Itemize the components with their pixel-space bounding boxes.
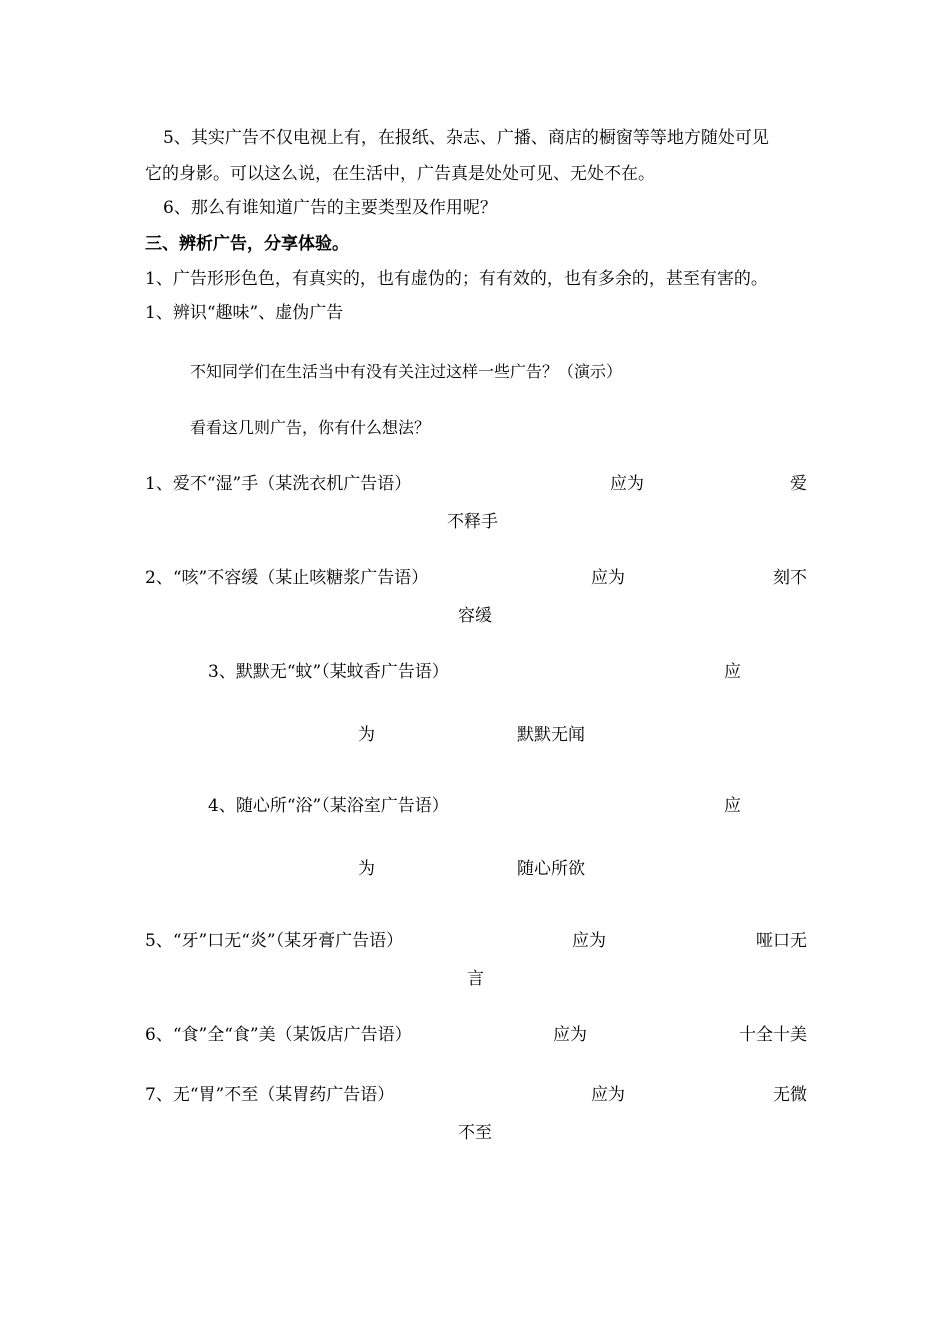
ad-7-correct-a: 无微 bbox=[773, 1085, 807, 1105]
ad-3-should-be-a: 应 bbox=[724, 662, 741, 682]
ad-3-correct: 默默无闻 bbox=[517, 725, 585, 745]
ad-4-phrase: 4、随心所“浴”（某浴室广告语） bbox=[208, 796, 449, 816]
ad-1-correct-b: 不释手 bbox=[447, 512, 498, 532]
ad-2-should-be: 应为 bbox=[591, 568, 625, 588]
section-heading: 三、辨析广告，分享体验。 bbox=[145, 234, 349, 254]
ad-5-phrase: 5、“牙”口无“炎”（某牙膏广告语） bbox=[145, 931, 404, 951]
ad-3-phrase: 3、默默无“蚊”（某蚊香广告语） bbox=[208, 662, 449, 682]
ad-3-should-be-b: 为 bbox=[358, 725, 375, 745]
ad-2-phrase: 2、“咳”不容缓（某止咳糖浆广告语） bbox=[145, 568, 429, 588]
ad-7-correct-b: 不至 bbox=[458, 1123, 492, 1143]
ad-7-should-be: 应为 bbox=[591, 1085, 625, 1105]
ad-5-should-be: 应为 bbox=[572, 931, 606, 951]
ad-2-correct-b: 容缓 bbox=[458, 606, 492, 626]
paragraph-5-line-2: 它的身影。可以这么说，在生活中，广告真是处处可见、无处不在。 bbox=[145, 164, 655, 184]
ad-4-should-be-b: 为 bbox=[358, 859, 375, 879]
ad-4-should-be-a: 应 bbox=[724, 796, 741, 816]
sub-heading: 1、辨识“趣味”、虚伪广告 bbox=[145, 303, 344, 323]
paragraph-5-line-1: 5、其实广告不仅电视上有，在报纸、杂志、广播、商店的橱窗等等地方随处可见 bbox=[163, 128, 769, 148]
ad-6-correct: 十全十美 bbox=[739, 1025, 807, 1045]
ad-1-correct-a: 爱 bbox=[790, 474, 807, 494]
ad-5-correct-b: 言 bbox=[467, 969, 484, 989]
question-2: 看看这几则广告，你有什么想法？ bbox=[190, 418, 431, 437]
ad-6-phrase: 6、“食”全“食”美（某饭店广告语） bbox=[145, 1025, 412, 1045]
section-intro: 1、广告形形色色，有真实的，也有虚伪的；有有效的，也有多余的，甚至有害的。 bbox=[145, 269, 768, 289]
question-1: 不知同学们在生活当中有没有关注过这样一些广告？（演示） bbox=[190, 362, 623, 381]
ad-6-should-be: 应为 bbox=[553, 1025, 587, 1045]
paragraph-6: 6、那么有谁知道广告的主要类型及作用呢？ bbox=[163, 198, 497, 218]
ad-7-phrase: 7、无“胃”不至（某胃药广告语） bbox=[145, 1085, 395, 1105]
ad-1-phrase: 1、爱不“湿”手（某洗衣机广告语） bbox=[145, 474, 412, 494]
ad-4-correct: 随心所欲 bbox=[517, 859, 585, 879]
ad-2-correct-a: 刻不 bbox=[773, 568, 807, 588]
ad-5-correct-a: 哑口无 bbox=[756, 931, 807, 951]
ad-1-should-be: 应为 bbox=[610, 474, 644, 494]
